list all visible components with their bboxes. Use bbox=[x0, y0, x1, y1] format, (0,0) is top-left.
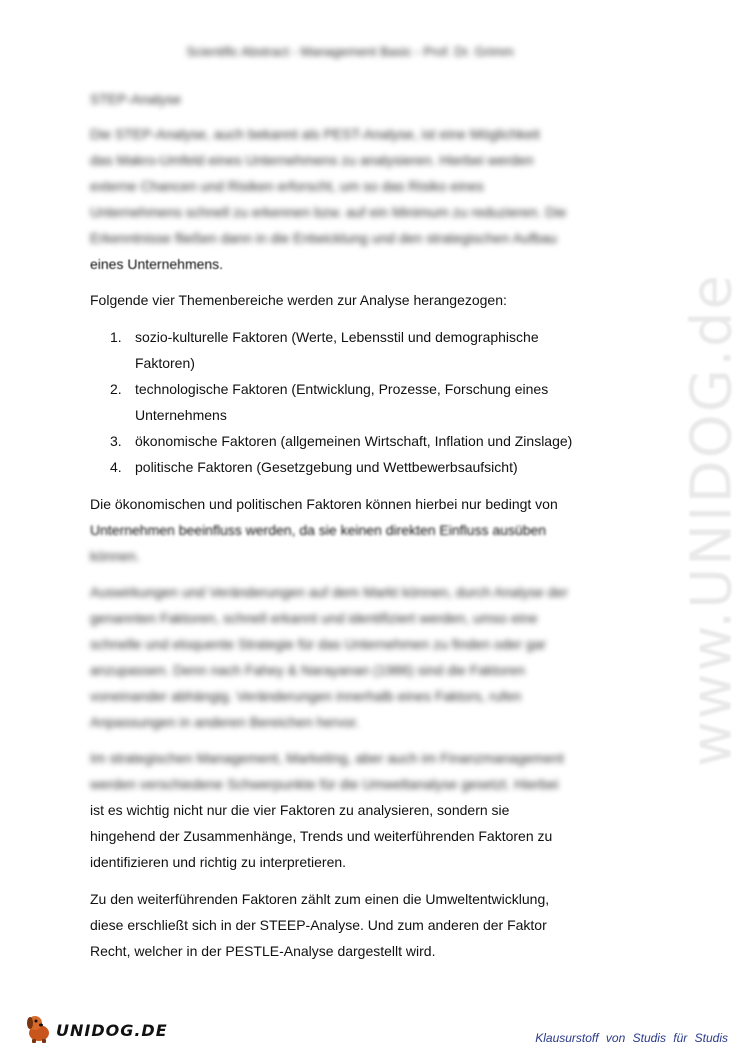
list-item-text: ökonomische Faktoren (allgemeinen Wirtschaft, Inflation und Zinslage) bbox=[135, 433, 573, 449]
paragraph-line: Unternehmen beeinfluss werden, da sie keinen direkten Einfluss ausüben bbox=[90, 522, 547, 538]
paragraph-further-factors bbox=[90, 886, 610, 964]
unidog-logo[interactable] bbox=[24, 1012, 168, 1049]
paragraph-line: werden verschiedene Schwerpunkte für die Umweltanalyse gesetzt. Hierbei bbox=[90, 776, 559, 792]
list-item bbox=[110, 324, 572, 376]
list-intro bbox=[90, 287, 610, 313]
paragraph-line: identifizieren und richtig zu interpretieren. bbox=[90, 854, 347, 870]
paragraph-line: diese erschließt sich in der STEEP-Analyse. Und zum anderen der Faktor bbox=[90, 917, 547, 933]
paragraph-line: Recht, welcher in der PESTLE-Analyse dargestellt wird. bbox=[90, 943, 436, 959]
list-item bbox=[110, 454, 572, 480]
list-number: 1. bbox=[110, 329, 122, 345]
factor-list bbox=[110, 324, 572, 480]
list-intro-text: Folgende vier Themenbereiche werden zur Analyse herangezogen: bbox=[90, 292, 507, 308]
paragraph-line: Auswirkungen und Veränderungen auf dem Markt können, durch Analyse der bbox=[90, 584, 568, 600]
intro-line: Die STEP-Analyse, auch bekannt als PEST-Analyse, ist eine Möglichkeit bbox=[90, 126, 540, 142]
dog-mascot-icon bbox=[24, 1012, 54, 1049]
paragraph-line: Zu den weiterführenden Faktoren zählt zum einen die Umweltentwicklung, bbox=[90, 891, 550, 907]
list-number: 2. bbox=[110, 381, 122, 397]
paragraph-line: Die ökonomischen und politischen Faktoren können hierbei nur bedingt von bbox=[90, 496, 558, 512]
list-item-text: technologische Faktoren (Entwicklung, Prozesse, Forschung eines bbox=[135, 381, 549, 397]
page-header: Scientific Abstract - Management Basic - Prof. Dr. Grimm bbox=[186, 44, 514, 59]
list-item-text: sozio-kulturelle Faktoren (Werte, Lebensstil und demographische bbox=[135, 329, 539, 345]
list-item-text: Faktoren) bbox=[135, 355, 195, 371]
paragraph-line: schnelle und eloquente Strategie für das Unternehmen zu finden oder gar bbox=[90, 636, 547, 652]
intro-line: eines Unternehmens. bbox=[90, 256, 224, 272]
paragraph-line: können. bbox=[90, 548, 140, 564]
paragraph-market bbox=[90, 579, 610, 735]
intro-line: Erkenntnisse fließen dann in die Entwicklung und den strategischen Aufbau bbox=[90, 230, 557, 246]
intro-line: externe Chancen und Risiken erforscht, um so das Risiko eines bbox=[90, 178, 484, 194]
intro-paragraph bbox=[90, 121, 610, 277]
paragraph-line: genannten Faktoren, schnell erkannt und identifiziert werden, umso eine bbox=[90, 610, 538, 626]
paragraph-influence bbox=[90, 491, 610, 569]
paragraph-line: hingehend der Zusammenhänge, Trends und weiterführenden Faktoren zu bbox=[90, 828, 553, 844]
list-number: 3. bbox=[110, 433, 122, 449]
watermark: www.UNIDOG.de bbox=[679, 273, 745, 767]
section-title: STEP-Analyse bbox=[90, 91, 182, 107]
footer-slogan: Klausurstoff von Studis für Studis bbox=[535, 1031, 728, 1045]
paragraph-line: Anpassungen in anderen Bereichen hervor. bbox=[90, 714, 360, 730]
list-number: 4. bbox=[110, 459, 122, 475]
paragraph-line: anzupassen. Denn nach Fahey & Narayanan (1986) sind die Faktoren bbox=[90, 662, 526, 678]
list-item bbox=[110, 428, 572, 454]
list-item-text: Unternehmens bbox=[135, 407, 227, 423]
paragraph-line: ist es wichtig nicht nur die vier Faktoren zu analysieren, sondern sie bbox=[90, 802, 510, 818]
intro-line: Unternehmens schnell zu erkennen bzw. auf ein Minimum zu reduzieren. Die bbox=[90, 204, 567, 220]
intro-line: das Makro-Umfeld eines Unternehmens zu analysieren. Hierbei werden bbox=[90, 152, 534, 168]
paragraph-management bbox=[90, 745, 610, 875]
logo-text: UNIDOG.DE bbox=[56, 1021, 168, 1040]
list-item-text: politische Faktoren (Gesetzgebung und Wettbewerbsaufsicht) bbox=[135, 459, 518, 475]
paragraph-line: Im strategischen Management, Marketing, aber auch im Finanzmanagement bbox=[90, 750, 564, 766]
paragraph-line: voneinander abhängig. Veränderungen innerhalb eines Faktors, rufen bbox=[90, 688, 522, 704]
list-item bbox=[110, 376, 572, 428]
